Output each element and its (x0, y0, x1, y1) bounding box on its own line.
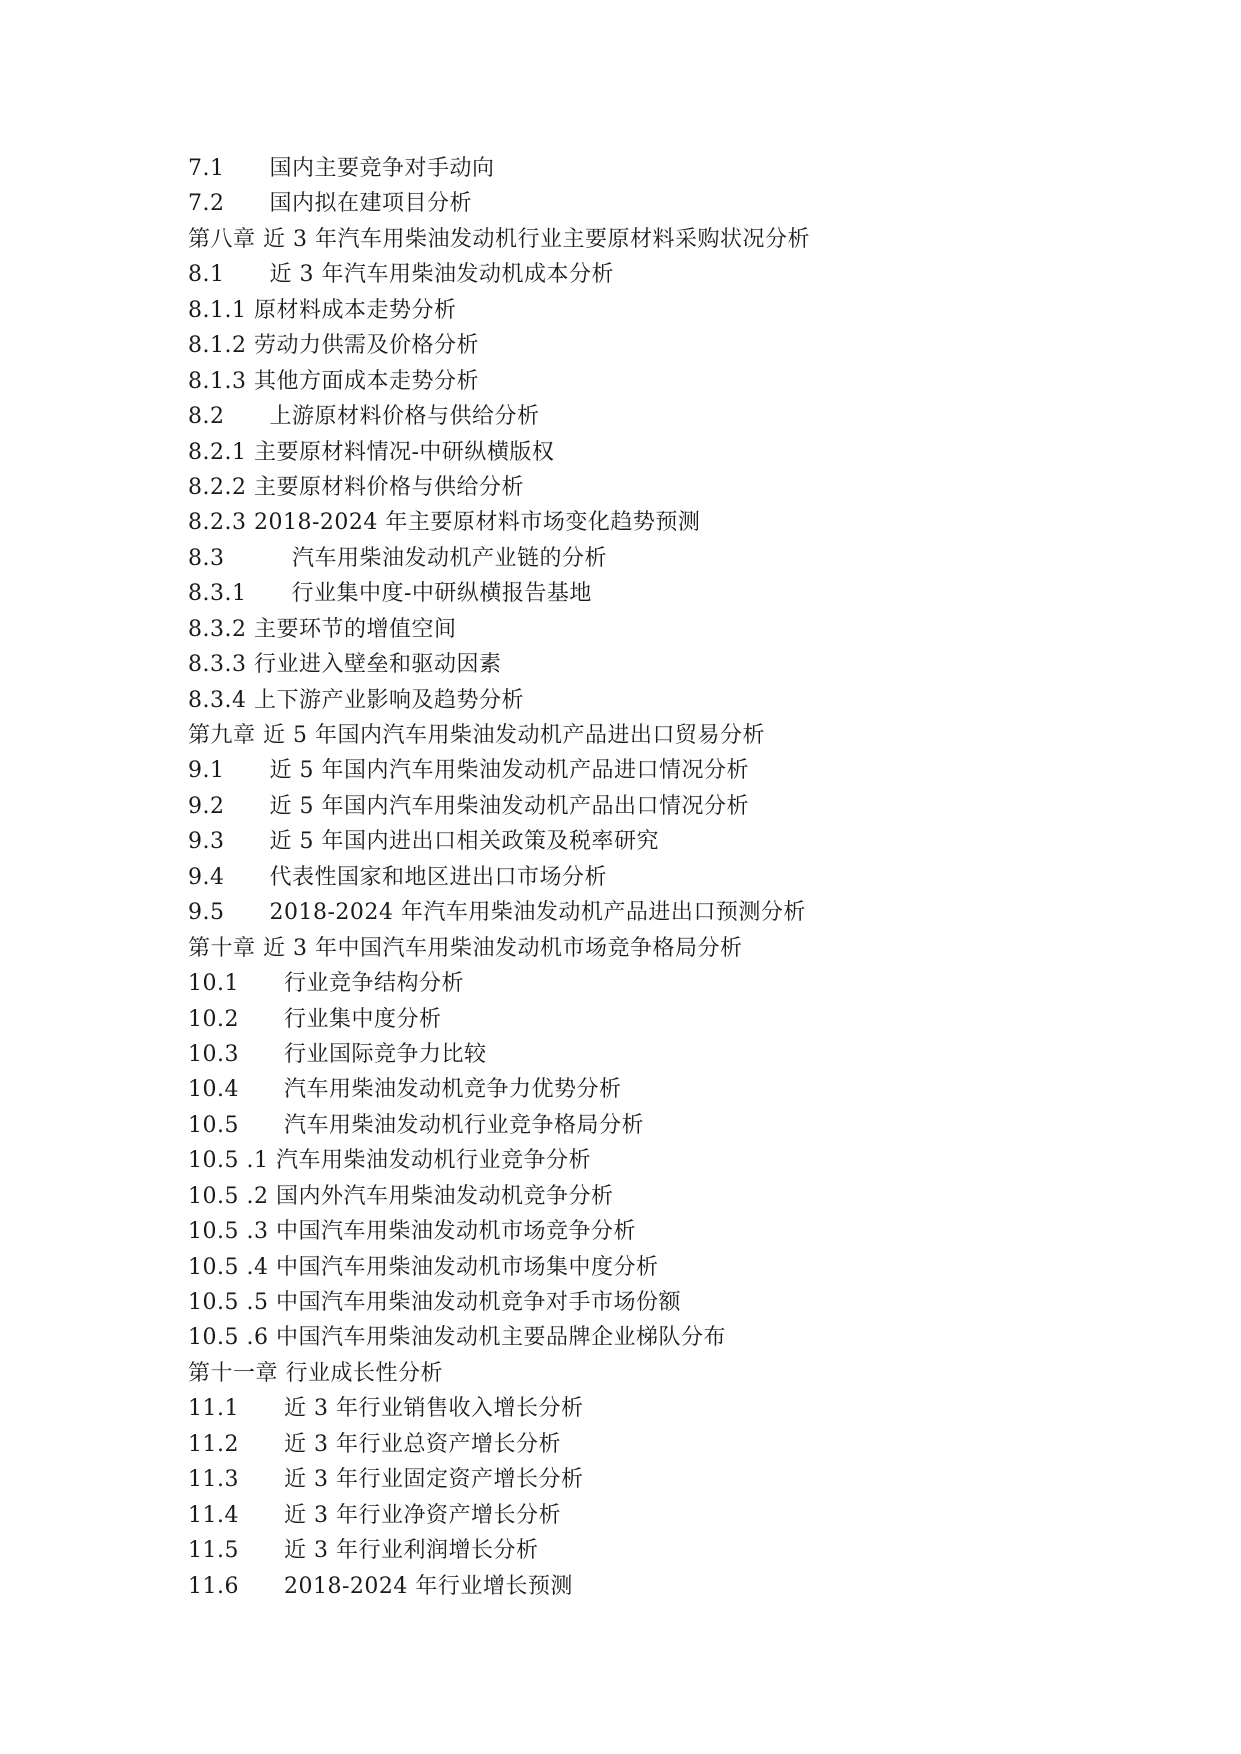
toc-entry: 10.5 .6 中国汽车用柴油发动机主要品牌企业梯队分布 (188, 1325, 726, 1351)
toc-entry: 10.2 行业集中度分析 (188, 1006, 442, 1032)
toc-chapter-heading: 第八章 近 3 年汽车用柴油发动机行业主要原材料采购状况分析 (188, 226, 810, 252)
toc-entry: 10.5 .4 中国汽车用柴油发动机市场集中度分析 (188, 1254, 659, 1280)
toc-entry: 8.1.3 其他方面成本走势分析 (188, 368, 479, 394)
toc-entry: 10.4 汽车用柴油发动机竞争力优势分析 (188, 1077, 622, 1103)
toc-chapter-heading: 第九章 近 5 年国内汽车用柴油发动机产品进出口贸易分析 (188, 723, 765, 748)
toc-entry: 11.1 近 3 年行业销售收入增长分析 (188, 1396, 584, 1422)
toc-entry: 8.1.1 原材料成本走势分析 (188, 297, 457, 323)
toc-entry: 10.1 行业竞争结构分析 (188, 971, 464, 997)
toc-entry: 8.3.2 主要环节的增值空间 (188, 616, 457, 642)
toc-entry: 10.5 .5 中国汽车用柴油发动机竞争对手市场份额 (188, 1290, 681, 1315)
toc-entry: 8.1 近 3 年汽车用柴油发动机成本分析 (188, 262, 614, 288)
toc-entry: 8.3 汽车用柴油发动机产业链的分析 (188, 545, 607, 571)
toc-chapter-heading: 第十章 近 3 年中国汽车用柴油发动机市场竞争格局分析 (188, 935, 743, 961)
toc-entry: 11.5 近 3 年行业利润增长分析 (188, 1538, 539, 1564)
toc-entry: 8.2.2 主要原材料价格与供给分析 (188, 474, 524, 500)
toc-chapter-heading: 第十一章 行业成长性分析 (188, 1360, 443, 1386)
table-of-contents (188, 151, 1168, 1604)
toc-entry: 8.1.2 劳动力供需及价格分析 (188, 333, 479, 359)
toc-entry: 7.2 国内拟在建项目分析 (188, 191, 472, 217)
toc-entry: 8.3.4 上下游产业影响及趋势分析 (188, 687, 524, 713)
toc-entry: 11.3 近 3 年行业固定资产增长分析 (188, 1467, 584, 1493)
toc-entry: 9.3 近 5 年国内进出口相关政策及税率研究 (188, 829, 659, 855)
toc-entry: 11.2 近 3 年行业总资产增长分析 (188, 1431, 561, 1457)
toc-entry: 10.5 .2 国内外汽车用柴油发动机竞争分析 (188, 1183, 614, 1209)
toc-entry: 9.1 近 5 年国内汽车用柴油发动机产品进口情况分析 (188, 758, 749, 784)
toc-entry: 8.3.1 行业集中度-中研纵横报告基地 (188, 581, 592, 607)
toc-entry: 9.5 2018-2024 年汽车用柴油发动机产品进出口预测分析 (188, 900, 806, 926)
toc-entry: 7.1 国内主要竞争对手动向 (188, 156, 495, 181)
toc-entry: 9.2 近 5 年国内汽车用柴油发动机产品出口情况分析 (188, 793, 749, 819)
toc-entry: 8.2.3 2018-2024 年主要原材料市场变化趋势预测 (188, 510, 701, 536)
toc-entry: 10.3 行业国际竞争力比较 (188, 1041, 487, 1067)
toc-entry: 10.5 汽车用柴油发动机行业竞争格局分析 (188, 1112, 644, 1138)
toc-entry: 8.2.1 主要原材料情况-中研纵横版权 (188, 439, 555, 465)
toc-entry: 10.5 .1 汽车用柴油发动机行业竞争分析 (188, 1148, 591, 1174)
toc-entry: 8.3.3 行业进入壁垒和驱动因素 (188, 652, 502, 678)
toc-entry: 11.6 2018-2024 年行业增长预测 (188, 1573, 573, 1599)
toc-entry: 11.4 近 3 年行业净资产增长分析 (188, 1502, 561, 1528)
toc-entry: 10.5 .3 中国汽车用柴油发动机市场竞争分析 (188, 1219, 636, 1245)
toc-entry: 9.4 代表性国家和地区进出口市场分析 (188, 864, 607, 890)
toc-entry: 8.2 上游原材料价格与供给分析 (188, 404, 540, 430)
